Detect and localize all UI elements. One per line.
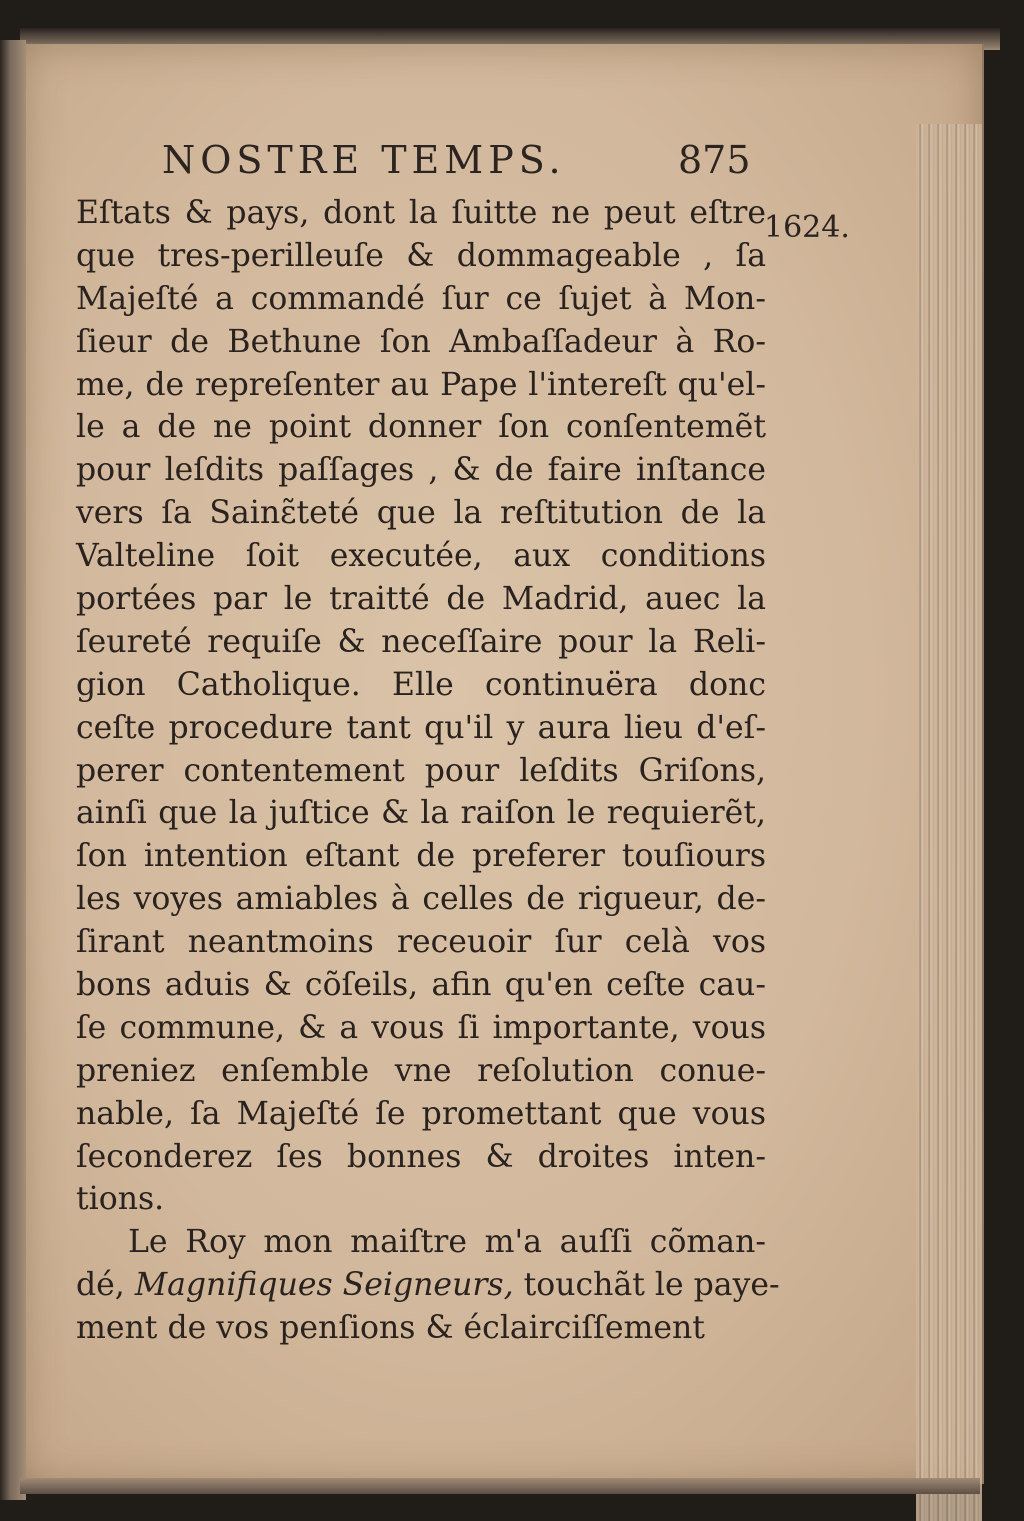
text-line: ſeureté requiſe & neceſſaire pour la Reli-: [76, 623, 766, 660]
text-line: portées par le traitté de Madrid, auec la: [76, 581, 766, 618]
text-line: que tres-perilleuſe & dommageable , ſa: [76, 237, 766, 274]
text-line: bons aduis & cõſeils, afin qu'en ceſte cau-: [76, 967, 766, 1004]
text-line: Valteline ſoit executée, aux conditions: [76, 538, 766, 575]
text-line: nable, ſa Majeſté ſe promettant que vous: [76, 1095, 766, 1132]
page-header: [162, 138, 782, 188]
text-line: preniez enſemble vne reſolution conue-: [76, 1052, 766, 1089]
line-2-start: dé,: [76, 1267, 135, 1304]
text-line: le a de ne point donner ſon conſentemẽt: [76, 409, 766, 446]
text-line: ceſte procedure tant qu'il y aura lieu d'eſ-: [76, 709, 766, 746]
text-line: me, de repreſenter au Pape l'intereſt qu'el-: [76, 366, 766, 403]
paragraph-2-line-2: [76, 1264, 780, 1307]
book-bottom-edge: [20, 1478, 980, 1494]
italic-address: Magnifiques Seigneurs,: [134, 1267, 514, 1304]
text-line: pour leſdits paſſages , & de faire inſtance: [76, 452, 766, 489]
text-line: ſeconderez ſes bonnes & droites inten-: [76, 1138, 766, 1175]
text-line: Majeſté a commandé ſur ce ſujet à Mon-: [76, 280, 766, 317]
text-line: ſieur de Bethune ſon Ambaſſadeur à Ro-: [76, 323, 766, 360]
body-text: [76, 192, 780, 1350]
text-line: les voyes amiables à celles de rigueur, de-: [76, 881, 766, 918]
text-line: tions.: [76, 1181, 165, 1218]
text-line: Eſtats & pays, dont la ſuitte ne peut eſtre: [76, 195, 766, 231]
text-line: ſon intention eſtant de preferer touſiours: [76, 838, 766, 875]
running-title: NOSTRE TEMPS.: [162, 138, 566, 182]
text-line: ainſi que la juſtice & la raiſon le requierẽt,: [76, 795, 766, 832]
text-line: gion Catholique. Elle continuëra donc: [76, 666, 766, 703]
page-fore-edge: [916, 124, 982, 1521]
book-binding-edge: [0, 40, 26, 1500]
page-number: 875: [678, 138, 751, 182]
text-line: ſirant neantmoins receuoir ſur celà vos: [76, 924, 766, 961]
text-line: vers ſa Sainɛ̃teté que la reſtitution de la: [76, 495, 766, 532]
text-line: ſe commune, & a vous ſi importante, vous: [76, 1009, 766, 1046]
paragraph-2-line-3: ment de vos penſions & éclairciſſement: [76, 1310, 705, 1347]
line-2-end: touchãt le paye-: [513, 1267, 780, 1304]
paragraph-2-line-1: Le Roy mon maiſtre m'a auſſi cõman-: [128, 1224, 766, 1261]
margin-note-year: 1624.: [764, 210, 850, 245]
text-line: perer contentement pour leſdits Griſons,: [76, 752, 766, 789]
